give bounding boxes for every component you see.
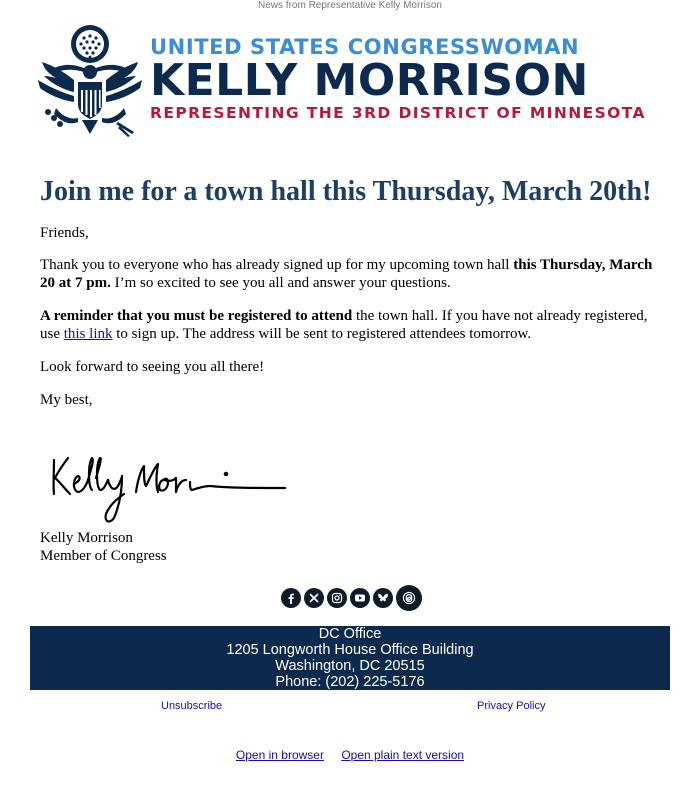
office-phone: Phone: (202) 225-5176 [275, 674, 425, 690]
signer-block [40, 529, 167, 565]
handwritten-signature [40, 448, 290, 526]
header-name: KELLY MORRISON [150, 55, 589, 106]
open-in-browser-link[interactable]: Open in browser [235, 748, 324, 762]
facebook-icon[interactable] [281, 588, 301, 608]
youtube-icon[interactable] [350, 588, 370, 608]
privacy-policy-link[interactable]: Privacy Policy [477, 700, 546, 712]
email-header [34, 22, 674, 142]
closing-text: My best, [40, 392, 93, 408]
social-links [281, 585, 422, 611]
x-icon[interactable] [304, 588, 324, 608]
office-address-line1: 1205 Longworth House Office Building [226, 642, 474, 658]
look-forward-text: Look forward to seeing you all there! [40, 359, 265, 375]
preheader-text: News from Representative Kelly Morrison [258, 0, 442, 11]
email-body [40, 176, 660, 409]
header-line-congresswoman: UNITED STATES CONGRESSWOMAN [150, 35, 580, 59]
event-date: this Thursday, March 20 at 7 pm. [40, 257, 653, 291]
open-plain-text-link[interactable]: Open plain text version [341, 748, 465, 762]
reminder-paragraph: A reminder that you must be registered to attend the town hall. If you have not already registered, use this link to sign up. The address will be sent to registered attendees tomorrow. [40, 308, 648, 342]
signer-name: Kelly Morrison [40, 530, 133, 546]
reminder-emphasis: A reminder that you must be registered to attend [40, 308, 353, 324]
greeting: Friends, [40, 225, 89, 241]
header-district: REPRESENTING THE 3RD DISTRICT OF MINNESOTA [150, 104, 646, 122]
registration-link[interactable]: this link [63, 326, 113, 342]
view-options [0, 748, 700, 762]
thanks-paragraph: Thank you to everyone who has already signed up for my upcoming town hall this Thursday, March 20 at 7 pm. I’m so excited to see you all and answer your questions. [40, 257, 653, 291]
instagram-icon[interactable] [327, 588, 347, 608]
unsubscribe-link[interactable]: Unsubscribe [161, 700, 223, 712]
threads-icon[interactable] [396, 585, 422, 611]
headline: Join me for a town hall this Thursday, March 20th! [40, 176, 652, 207]
office-name: DC Office [318, 626, 382, 642]
office-footer [30, 626, 670, 690]
signer-title: Member of Congress [40, 548, 167, 564]
office-address-line2: Washington, DC 20515 [275, 658, 425, 674]
bluesky-icon[interactable] [373, 588, 393, 608]
great-seal-icon [34, 22, 146, 140]
